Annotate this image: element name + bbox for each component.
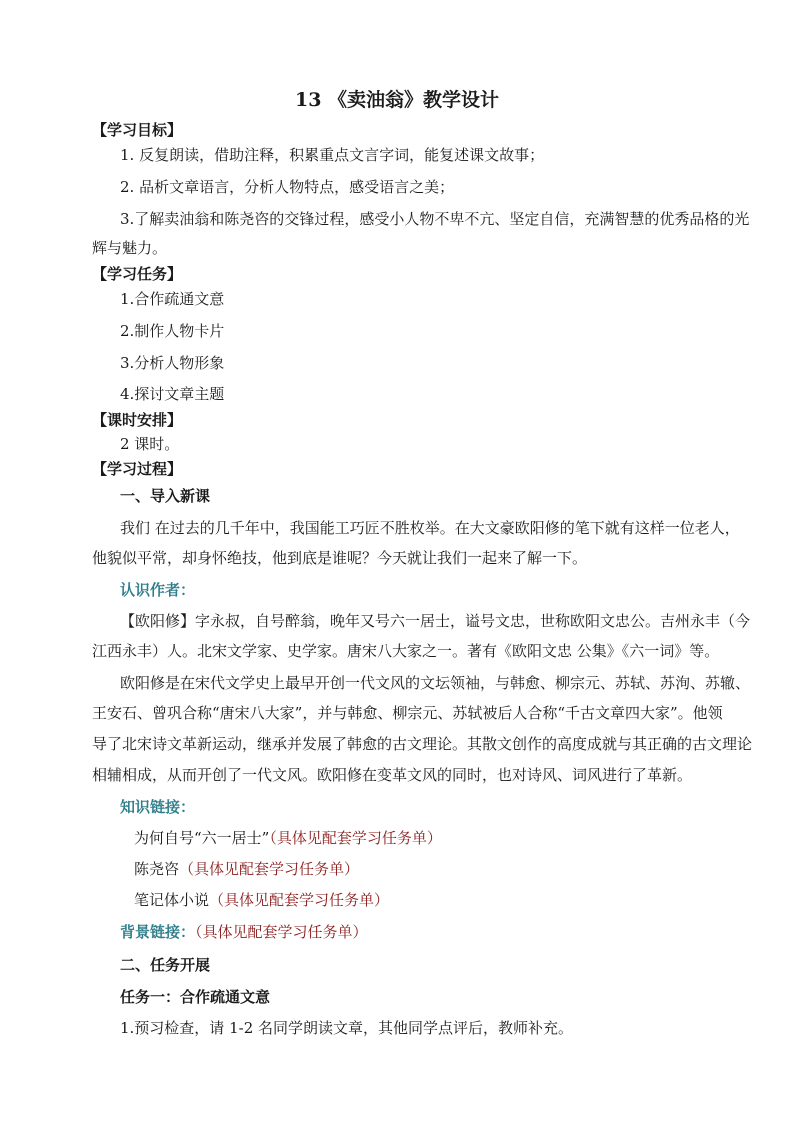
author-para2-line-3: 导了北宋诗文革新运动，继承并发展了韩愈的古文理论。其散文创作的高度成就与其正确的古文理论	[92, 735, 753, 753]
intro-line-1: 我们 在过去的几千年中，我国能工巧匠不胜枚举。在大文豪欧阳修的笔下就有这样一位老人，	[120, 519, 740, 537]
goal-item-2: 2. 品析文章语言，分析人物特点，感受语言之美；	[120, 178, 455, 196]
knowledge-item-1-text: 为何自号“六一居士”	[134, 829, 270, 847]
section-2-heading: 二、任务开展	[120, 956, 211, 974]
knowledge-item-1	[134, 828, 442, 848]
knowledge-label: 知识链接：	[120, 798, 196, 816]
author-label: 认识作者：	[120, 581, 196, 599]
tasks-heading: 【学习任务】	[92, 265, 183, 283]
knowledge-item-3-note: （具体见配套学习任务单）	[209, 891, 390, 909]
knowledge-item-2-text: 陈尧咨	[134, 860, 180, 878]
schedule-heading: 【课时安排】	[92, 411, 183, 429]
goal-item-3-cont: 辉与魅力。	[92, 239, 168, 257]
task-item-1: 1.合作疏通文意	[120, 290, 225, 308]
intro-line-2: 他貌似平常，却身怀绝技，他到底是谁呢？今天就让我们一起来了解一下。	[92, 549, 588, 567]
background-label: 背景链接：	[120, 923, 196, 941]
knowledge-item-2	[134, 859, 359, 879]
goals-heading: 【学习目标】	[92, 121, 183, 139]
author-para1-line-1: 【欧阳修】字永叔，自号醉翁，晚年又号六一居士，谥号文忠，世称欧阳文忠公。吉州永丰（今	[120, 612, 751, 630]
background-link	[120, 922, 368, 942]
knowledge-item-1-note: （具体见配套学习任务单）	[269, 829, 442, 847]
author-para2-line-2: 王安石、曾巩合称“唐宋八大家”，并与韩愈、柳宗元、苏轼被后人合称“千古文章四大家”。他领	[92, 704, 723, 722]
process-heading: 【学习过程】	[92, 460, 183, 478]
task-item-3: 3.分析人物形象	[120, 354, 225, 372]
background-note: （具体见配套学习任务单）	[195, 923, 368, 941]
task-1-step-1: 1.预习检查，请 1-2 名同学朗读文章，其他同学点评后，教师补充。	[120, 1019, 574, 1037]
knowledge-item-3-text: 笔记体小说	[134, 891, 210, 909]
section-1-heading: 一、导入新课	[120, 487, 211, 505]
knowledge-item-2-note: （具体见配套学习任务单）	[179, 860, 360, 878]
author-para2-line-4: 相辅相成，从而开创了一代文风。欧阳修在变革文风的同时，也对诗风、词风进行了革新。	[92, 766, 693, 784]
task-item-2: 2.制作人物卡片	[120, 322, 225, 340]
goal-item-3: 3.了解卖油翁和陈尧咨的交锋过程，感受小人物不卑不亢、坚定自信，充满智慧的优秀品格的光	[120, 210, 750, 228]
task-1-title: 任务一：合作疏通文意	[120, 988, 271, 1006]
author-para1-line-2: 江西永丰）人。北宋文学家、史学家。唐宋八大家之一。著有《欧阳文忠 公集》《六一词》等。	[92, 642, 720, 660]
goal-item-1: 1. 反复朗读，借助注释，积累重点文言字词，能复述课文故事；	[120, 146, 545, 164]
schedule-text: 2 课时。	[120, 435, 180, 453]
task-item-4: 4.探讨文章主题	[120, 385, 225, 403]
page-title: 13 《卖油翁》教学设计	[294, 89, 500, 111]
author-para2-line-1: 欧阳修是在宋代文学史上最早开创一代文风的文坛领袖，与韩愈、柳宗元、苏轼、苏洵、苏辙、	[120, 674, 751, 692]
knowledge-item-3	[134, 890, 389, 910]
